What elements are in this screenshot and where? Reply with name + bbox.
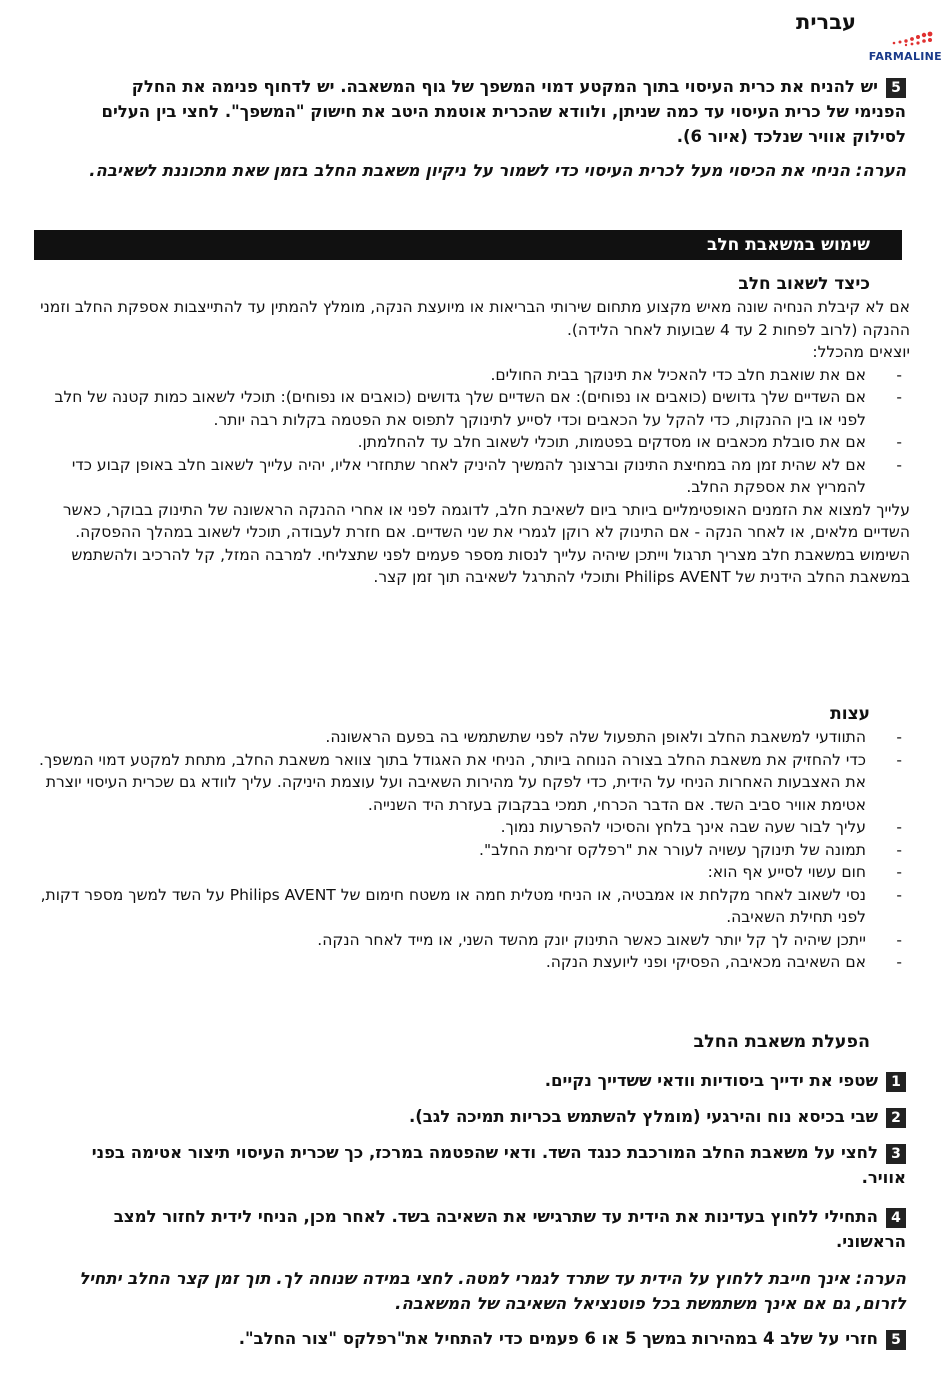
brand-name: FARMALINE <box>868 50 942 63</box>
list-item: - אם השאיבה מכאיבה, הפסיקי ופני ליועצת הנקה. <box>34 951 910 974</box>
tips-section <box>34 702 910 974</box>
operate-heading: הפעלת משאבת החלב <box>693 1032 870 1052</box>
tips-list <box>34 726 910 974</box>
step-text: יש להניח את כרית העיסוי בתוך המקטע דמוי המשפך של גוף המשאבה. יש לדחוף פנימה את החלק הפנימי של כרית העיסוי עד כמה שניתן, ולוודא שהכרית אוטמת היטב את חישוק "המשפך". לחצי בין העלים לסילוק אוויר שנלכד (איור 6). <box>101 77 906 146</box>
step-text: שבי בכיסא נוח והירגעי (מומלץ להשתמש בכריות תמיכה לגב). <box>408 1107 878 1126</box>
logo-dots-icon <box>874 30 934 48</box>
step-text: התחילי ללחוץ בעדינות את הידית עד שתרגישי את השאיבה בשד. לאחר מכן, הניחי לידית לחזור למצב הראשוני. <box>113 1207 906 1251</box>
list-item: - כדי להחזיק את משאבת החלב בצורה הנוחה ביותר, הניחי את האגודל בתוך צוואר משאבת החלב, מתחת למקטע דמוי המשפך. את האצבעות האחרות הניחי על הידית, כדי לפקח על מהירות השאיבה ועל עוצמת היניקה. עליך לוודא גם שכרית העיסוי יוצרת אטימת אוויר סביב השד. אם הדבר הכרחי, תמכי בבקבוק בעזרת היד השנייה. <box>34 749 910 817</box>
step-number: 1 <box>886 1072 906 1092</box>
step-text: שטפי את ידייך ביסודיות וודאי ששדייך נקיים. <box>544 1071 878 1090</box>
operate-step-4 <box>76 1204 906 1254</box>
list-item: - אם לא שהית זמן מה במחיצת התינוק וברצונך להמשיך להיניק לאחר שתחזרי אליו, יהיה עלייך לשאוב חלב באופן קבוע כדי להמריץ את אספקת החלב. <box>34 454 910 499</box>
list-item: - אם את סובלת מכאבים או מסדקים בפטמות, תוכלי לשאוב חלב עד להחלמתן. <box>34 431 910 454</box>
list-item: - חום עשוי לסייע אף הוא: <box>34 861 910 884</box>
list-item: - ייתכן שיהיה לך קל יותר לשאוב כאשר התינוק יונק מהשד השני, או מייד לאחר הנקה. <box>34 929 910 952</box>
step-number: 5 <box>886 1330 906 1350</box>
operate-step-3 <box>46 1140 906 1190</box>
handle-note: הערה: אינך חייבת ללחוץ על הידית עד שתרד לגמרי למטה. לחצי במידה שנוחה לך. תוך זמן קצר החלב יתחיל לזרום, גם אם אינך משתמשת בכל פוטנציאל השאיבה של המשאבה. <box>79 1269 906 1313</box>
step-number: 3 <box>886 1144 906 1164</box>
step-number: 5 <box>886 78 906 98</box>
step-number: 4 <box>886 1208 906 1228</box>
brand-logo <box>870 30 942 70</box>
timing-paragraph: עלייך למצוא את הזמנים האופטימליים ביותר ביום לשאיבת חלב, לדוגמה לפני או אחרי ההנקה הראשונה של התינוק בבוקר, כאשר השדיים מלאים, או לאחר הנקה - אם התינוק לא רוקן לגמרי את שני השדיים. אם חזרת לעבודה, תוכלי לשאוב במהלך ההפסקה. <box>62 500 910 541</box>
exceptions-label: יוצאים מהכלל: <box>812 343 910 361</box>
section-title: שימוש במשאבת חלב <box>706 235 870 255</box>
cover-note: הערה: הניחי את הכיסוי מעל לכרית העיסוי כדי לשמור על ניקיון משאבת החלב בזמן שאת מתכוננת לשאיבה. <box>89 161 906 180</box>
operate-step-2 <box>56 1104 906 1129</box>
how-to-intro: אם לא קיבלת הנחיה שונה מאיש מקצוע מתחום שירותי הבריאות או מיועצת הנקה, מומלץ להמתין עד להתייצבות אספקת החלב וזמני ההנקה (לרוב לפחות 2 עד 4 שבועות לאחר הלידה). <box>40 298 910 339</box>
operate-step-5 <box>56 1326 906 1351</box>
list-item: - נסי לשאוב לאחר מקלחת או אמבטיה, או הניחי מטלית חמה או משטח חימום של Philips AVENT על השד למשך מספר דקות, לפני תחילת השאיבה. <box>34 884 910 929</box>
list-item: - תמונה של תינוקך עשויה לעורר את "רפלקס זרימת החלב". <box>34 839 910 862</box>
section-header <box>34 230 902 260</box>
language-title: עברית <box>796 10 856 34</box>
practice-paragraph: השימוש במשאבת חלב מצריך תרגול וייתכן שיהיה עלייך לנסות מספר פעמים לפני שתצליחי. למרבה המזל, קל להרכיב ולהשתמש במשאבת החלב הידנית של Philips AVENT ותוכלי להתרגל לשאיבה תוך זמן קצר. <box>71 545 910 586</box>
step-text: חזרי על שלב 4 במהירות במשך 5 או 6 פעמים כדי להתחיל את"רפלקס "צור החלב". <box>238 1329 878 1348</box>
tips-heading: עצות <box>830 704 870 724</box>
exceptions-list <box>34 364 910 499</box>
list-item: - עליך לבור שעה שבה אינך בלחץ והסיכוי להפרעות נמוך. <box>34 816 910 839</box>
step-number: 2 <box>886 1108 906 1128</box>
operate-step-1 <box>56 1068 906 1093</box>
list-item: - אם את שואבת חלב כדי להאכיל את תינוקך בבית החולים. <box>34 364 910 387</box>
assembly-step-5 <box>76 74 906 149</box>
step-text: לחצי על משאבת החלב המורכבת כנגד השד. ודאי שהפטמה במרכז, כך שכרית העיסוי תיצור אטימה בפני אוויר. <box>91 1143 906 1187</box>
how-to-express-section <box>34 272 910 589</box>
how-to-heading: כיצד לשאוב חלב <box>738 274 870 294</box>
list-item: - אם השדיים שלך גדושים (כואבים או נפוחים): אם השדיים שלך גדושים (כואבים או נפוחים): תוכלי לשאוב כמות קטנה של חלב לפני או בין ההנקות, כדי להקל על הכאבים וכדי לסייע לתינוקך לתפוס את הפטמה בקלות רבה יותר. <box>34 386 910 431</box>
list-item: - התוודעי למשאבת החלב ולאופן התפעול שלה לפני שתשתמשי בה בפעם הראשונה. <box>34 726 910 749</box>
